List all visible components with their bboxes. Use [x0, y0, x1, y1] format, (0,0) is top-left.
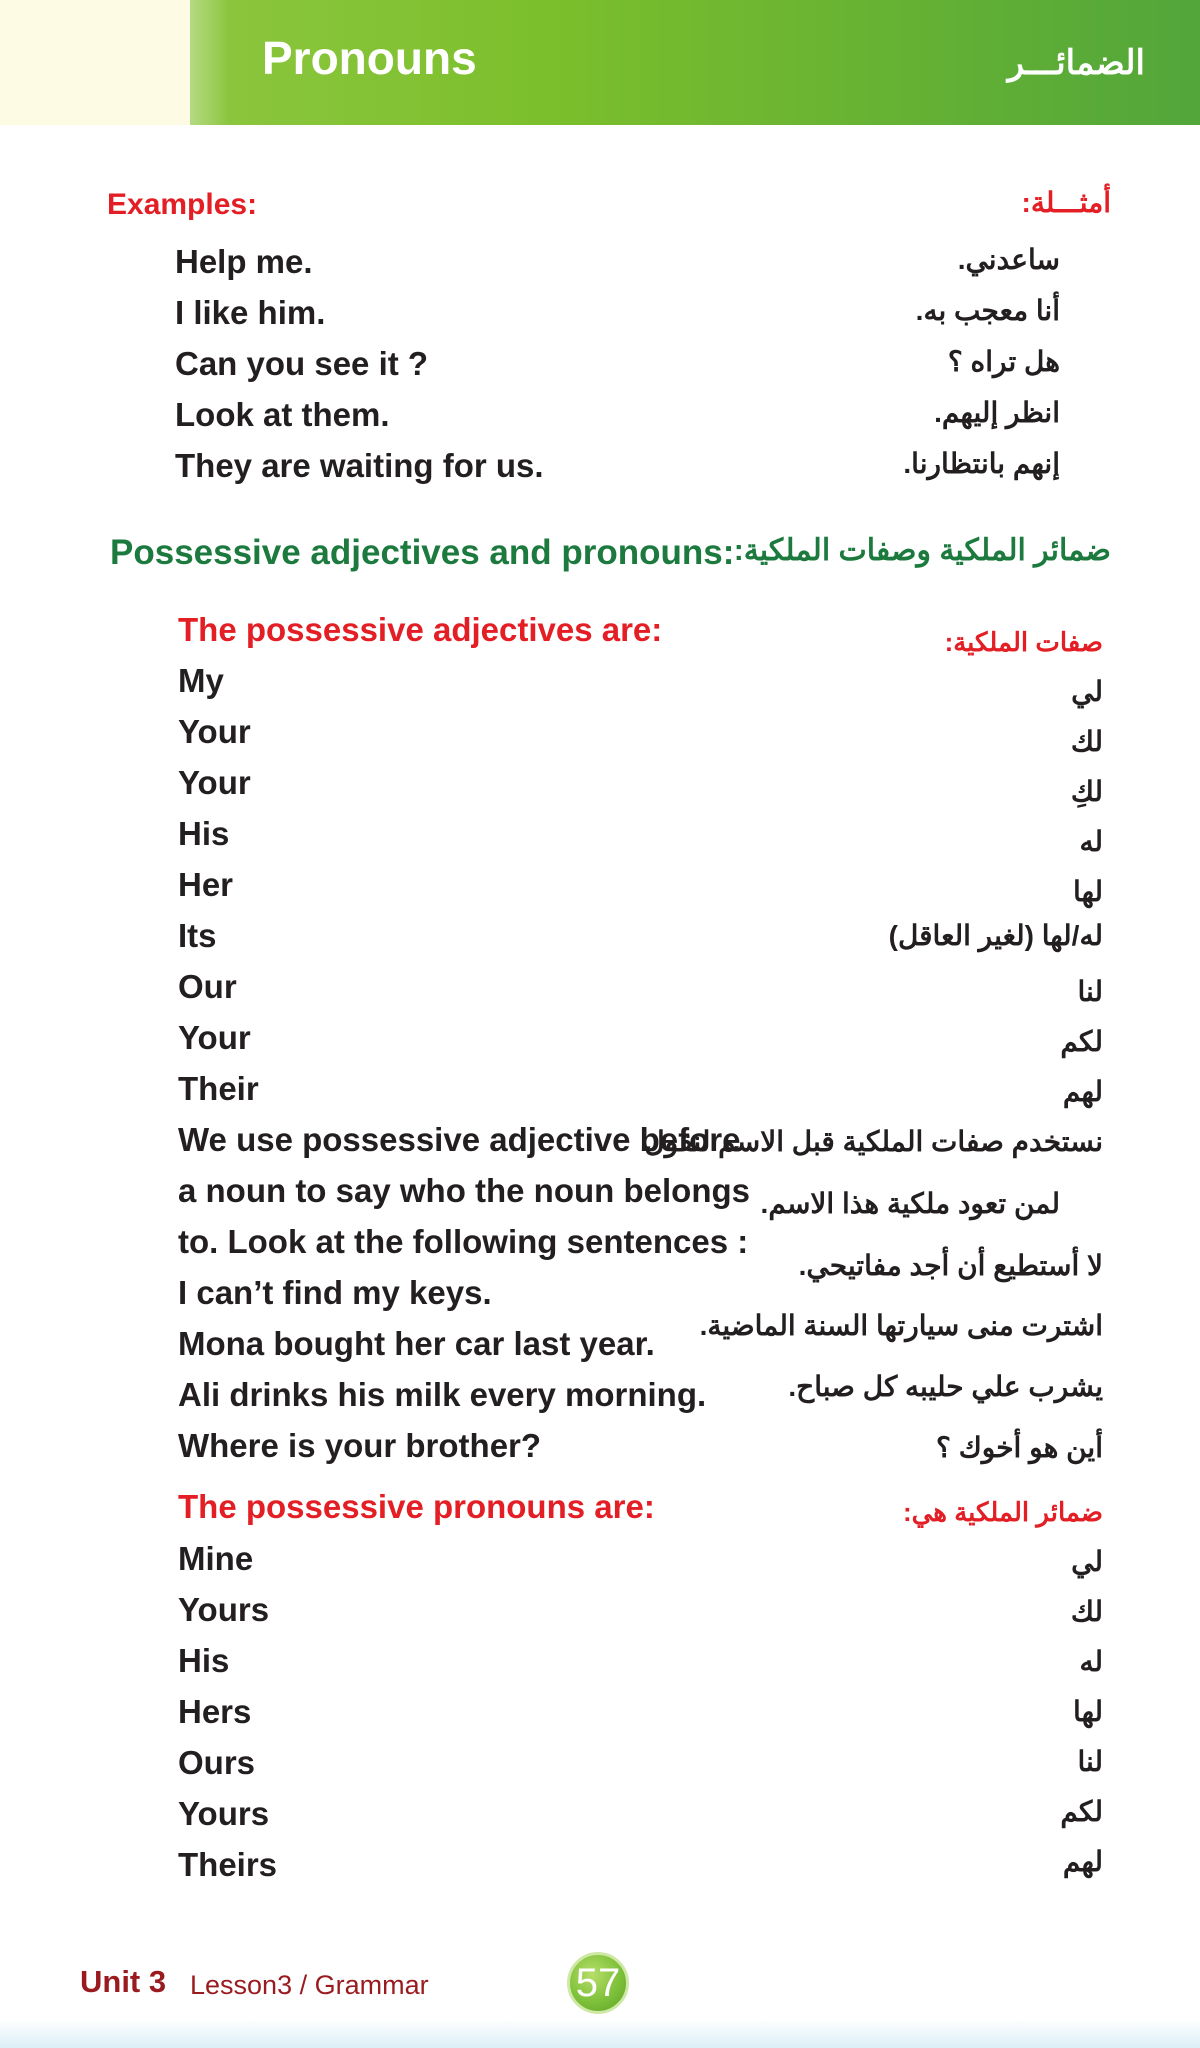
possessive-pronoun: Theirs: [178, 1846, 278, 1883]
example-translation: أنا معجب به.: [915, 295, 1060, 326]
possessive-adjective: Your: [178, 713, 251, 750]
possessive-adjective-arabic: لهم: [1062, 1076, 1103, 1107]
footer-unit-label: Unit 3: [80, 1964, 167, 1999]
example-translation: لا أستطيع أن أجد مفاتيحي.: [798, 1250, 1103, 1281]
possessive-adjective-arabic: لك: [1070, 726, 1103, 757]
possessive-section-heading-arabic: ضمائر الملكية وصفات الملكية:: [733, 534, 1111, 567]
example-sentence: Can you see it ?: [175, 345, 429, 382]
possessive-adjective: Your: [178, 764, 251, 801]
possessive-pronoun: Yours: [178, 1795, 270, 1832]
possessive-adjective-arabic: لنا: [1077, 976, 1103, 1007]
explanation-line: We use possessive adjective before: [178, 1121, 741, 1158]
page-title-arabic: الضمائـــر: [1007, 44, 1145, 82]
possessive-adjective: Its: [178, 917, 217, 954]
possessive-adjectives-heading: The possessive adjectives are:: [178, 611, 663, 648]
possessive-pronouns-heading: The possessive pronouns are:: [178, 1488, 655, 1525]
page-header: [0, 0, 1200, 125]
possessive-adjective: My: [178, 662, 224, 699]
bottom-strip: [0, 2020, 1200, 2048]
possessive-pronoun: Hers: [178, 1693, 252, 1730]
example-translation: إنهم بانتظارنا.: [903, 448, 1060, 479]
possessive-pronoun-arabic: له: [1079, 1646, 1103, 1677]
possessive-adjective: Your: [178, 1019, 251, 1056]
example-sentence: Help me.: [175, 243, 313, 280]
possessive-pronoun-arabic: لك: [1070, 1596, 1103, 1627]
possessive-adjective-arabic: له: [1079, 826, 1103, 857]
possessive-adjective-arabic: لكم: [1060, 1026, 1103, 1057]
footer-lesson-label: Lesson3 / Grammar: [190, 1970, 429, 2000]
example-translation: هل تراه ؟: [947, 346, 1060, 377]
possessive-pronoun-arabic: لنا: [1077, 1746, 1103, 1777]
possessive-pronoun: Ours: [178, 1744, 256, 1781]
example-sentence: Where is your brother?: [178, 1427, 542, 1464]
example-sentence: Mona bought her car last year.: [178, 1325, 655, 1362]
possessive-pronoun-arabic: لي: [1071, 1546, 1103, 1577]
example-translation: انظر إليهم.: [934, 397, 1060, 428]
example-translation: ساعدني.: [957, 244, 1060, 275]
example-sentence: Look at them.: [175, 396, 390, 433]
possessive-pronoun-arabic: لكم: [1060, 1796, 1103, 1827]
possessive-pronoun-arabic: لها: [1073, 1696, 1103, 1727]
explanation-line: to. Look at the following sentences :: [178, 1223, 749, 1260]
possessive-pronoun: Mine: [178, 1540, 254, 1577]
examples-heading: Examples:: [107, 188, 258, 221]
example-translation: أين هو أخوك ؟: [936, 1432, 1103, 1463]
explanation-line-arabic: نستخدم صفات الملكية قبل الاسم لنقول: [644, 1126, 1103, 1157]
possessive-adjective: His: [178, 815, 230, 852]
possessive-pronoun-arabic: لهم: [1062, 1846, 1103, 1877]
explanation-line-arabic: لمن تعود ملكية هذا الاسم.: [760, 1188, 1060, 1219]
example-sentence: I can’t find my keys.: [178, 1274, 492, 1311]
possessive-adjective: Her: [178, 866, 234, 903]
example-sentence: I like him.: [175, 294, 326, 331]
explanation-line: a noun to say who the noun belongs: [178, 1172, 750, 1209]
example-sentence: They are waiting for us.: [175, 447, 544, 484]
possessive-adjective-arabic: له/لها (لغير العاقل): [888, 920, 1103, 951]
example-sentence: Ali drinks his milk every morning.: [178, 1376, 707, 1413]
example-translation: يشرب علي حليبه كل صباح.: [788, 1371, 1103, 1402]
page-number: 57: [575, 1961, 621, 2005]
possessive-adjective-arabic: لكِ: [1070, 776, 1103, 807]
possessive-section-heading: Possessive adjectives and pronouns:: [110, 533, 735, 572]
page-number-badge: [567, 1952, 629, 2014]
possessive-adjectives-heading-arabic: صفات الملكية:: [944, 627, 1103, 657]
examples-heading-arabic: أمثـــلة:: [1021, 187, 1111, 218]
possessive-pronouns-heading-arabic: ضمائر الملكية هي:: [902, 1497, 1103, 1527]
possessive-adjective-arabic: لها: [1073, 876, 1103, 907]
example-translation: اشترت منى سيارتها السنة الماضية.: [699, 1310, 1103, 1341]
page-title-english: Pronouns: [262, 32, 477, 84]
possessive-adjective-arabic: لي: [1071, 676, 1103, 707]
possessive-adjective: Our: [178, 968, 237, 1005]
possessive-adjective: Their: [178, 1070, 259, 1107]
possessive-pronoun: His: [178, 1642, 230, 1679]
possessive-pronoun: Yours: [178, 1591, 270, 1628]
